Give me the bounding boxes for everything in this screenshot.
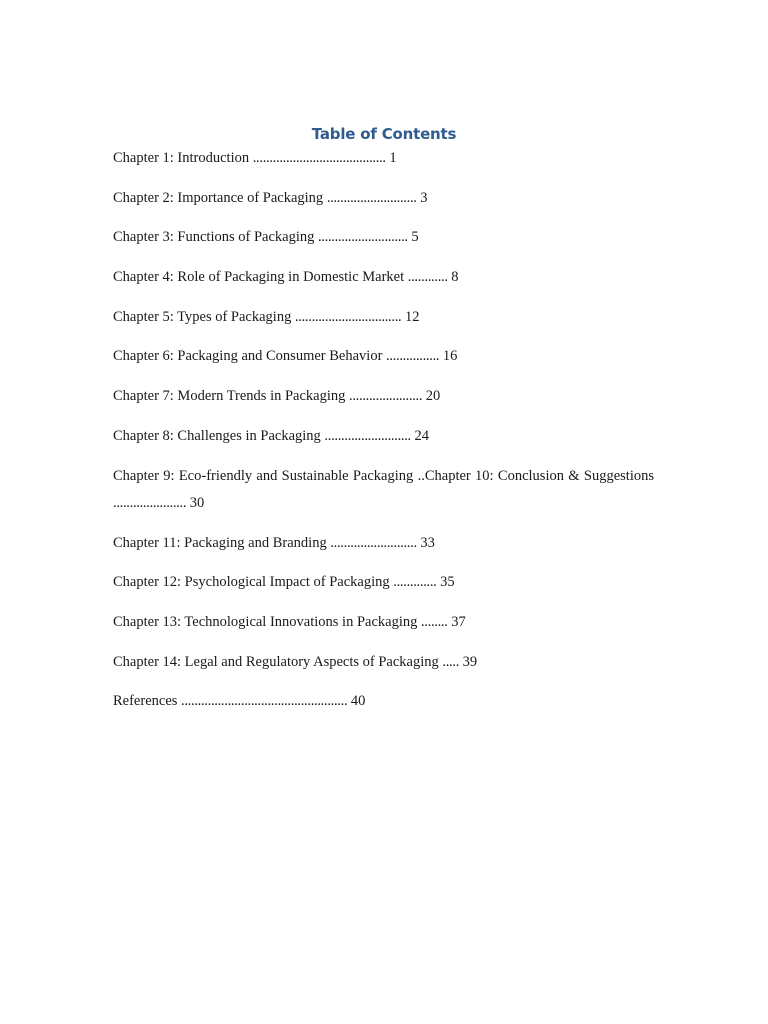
toc-entry-leader: ................ (386, 348, 440, 365)
toc-entry-page: 8 (451, 269, 459, 286)
toc-entry-leader: .......................... (324, 427, 411, 444)
toc-entry-page: 24 (414, 427, 429, 444)
toc-entry-page: 33 (420, 534, 435, 551)
toc-entry-page: 40 (350, 693, 366, 710)
toc-entry[interactable] (113, 572, 654, 592)
toc-entry[interactable] (113, 267, 654, 287)
toc-entry-label: Chapter 14: Legal and Regulatory Aspects of Packaging (113, 653, 439, 670)
toc-entry-label: Chapter 4: Role of Packaging in Domestic Market (113, 269, 405, 286)
toc-entry-page: 12 (404, 308, 420, 325)
toc-entry-page: 35 (440, 574, 455, 591)
toc-entry[interactable] (113, 386, 654, 406)
toc-entry-label: Chapter 2: Importance of Packaging (113, 189, 324, 206)
toc-entry[interactable] (113, 612, 654, 632)
toc-entry[interactable] (113, 426, 654, 446)
toc-entry-page: 37 (451, 613, 466, 630)
toc-heading: Table of Contents (311, 125, 457, 143)
toc-entry-label: Chapter 5: Types of Packaging (113, 308, 292, 325)
toc-entry-page: 20 (425, 388, 441, 405)
toc-entry-label: Chapter 9: Eco-friendly and Sustainable Packaging ..Chapter 10: Conclusion & Suggestions (113, 467, 654, 484)
toc-entry[interactable] (113, 652, 654, 672)
toc-entry-page: 3 (420, 189, 428, 206)
toc-entry[interactable] (113, 691, 654, 711)
toc-entry-leader: ............ (407, 269, 448, 286)
toc-entry[interactable] (113, 307, 654, 327)
toc-entry-page: 16 (442, 348, 458, 365)
toc-entry-page: 1 (389, 150, 397, 166)
toc-entry[interactable] (113, 148, 654, 168)
toc-entry-label: Chapter 3: Functions of Packaging (113, 229, 315, 246)
toc-entry-leader: ................................ (294, 308, 402, 325)
toc-entry-leader: ............. (393, 574, 437, 591)
toc-entry-label: Chapter 13: Technological Innovations in Packaging (113, 613, 418, 630)
toc-entry-page: 39 (462, 653, 478, 670)
toc-entry[interactable] (113, 227, 654, 247)
toc-entry-leader: ........................... (326, 189, 417, 206)
toc-entry-leader: ...................... (113, 494, 187, 511)
toc-entry-leader: .................................................. (181, 693, 348, 710)
toc-entry-label: Chapter 11: Packaging and Branding (113, 534, 327, 551)
toc-entry[interactable] (113, 463, 654, 517)
toc-entry-leader: ...................... (349, 388, 423, 405)
toc-entry-label: Chapter 12: Psychological Impact of Packaging (113, 574, 390, 591)
toc-entry-leader: ..... (442, 653, 460, 670)
toc-entry-label: References (113, 693, 178, 710)
toc-entry[interactable] (113, 533, 654, 553)
toc-entry-page: 5 (411, 229, 419, 246)
toc-entry-label: Chapter 6: Packaging and Consumer Behavior (113, 348, 383, 365)
toc-entry-leader: ........................... (317, 229, 408, 246)
toc-entry[interactable] (113, 346, 654, 366)
toc-entry[interactable] (113, 188, 654, 208)
toc-entry-leader: .......................... (330, 534, 417, 551)
toc-entry-leader: ........................................ (252, 150, 386, 166)
toc-list (113, 148, 654, 731)
toc-entry-leader: ........ (420, 613, 448, 630)
toc-entry-page: 30 (189, 494, 205, 511)
toc-entry-label: Chapter 1: Introduction (113, 150, 250, 166)
toc-entry-label: Chapter 8: Challenges in Packaging (113, 427, 321, 444)
toc-entry-label: Chapter 7: Modern Trends in Packaging (113, 388, 346, 405)
